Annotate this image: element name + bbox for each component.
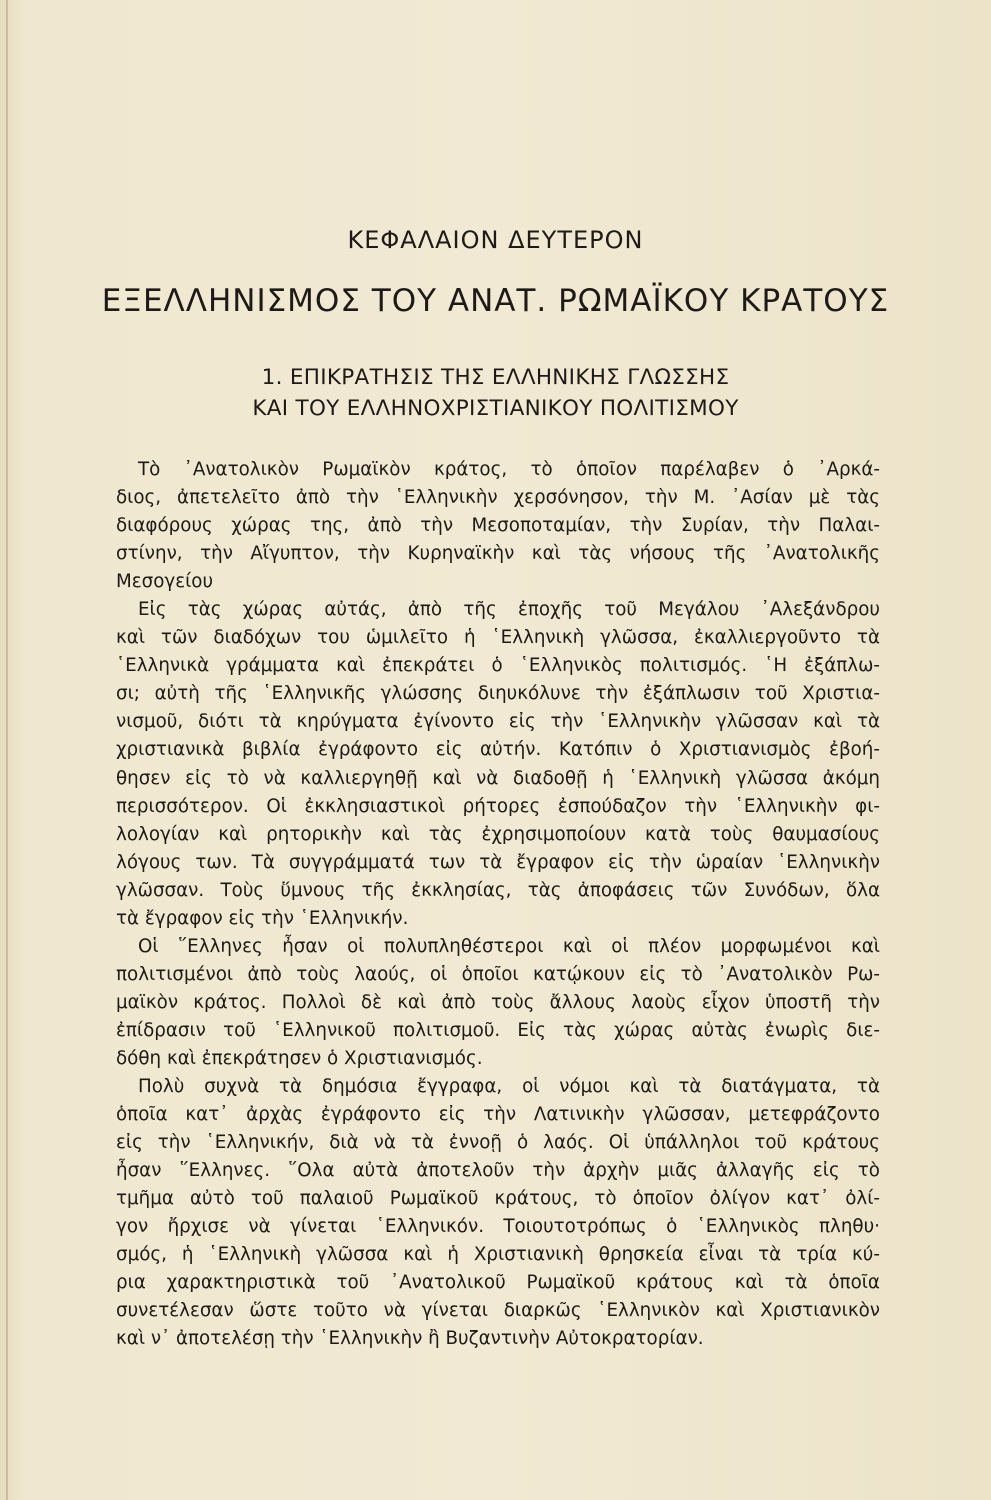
text-line: τὰ ἔγραφον εἰς τὴν ῾Ελληνικήν. — [116, 907, 409, 929]
text-line: περισσότερον. Οἱ ἐκκλησιαστικοὶ ρήτορες ἐσπούδαζον τὴν ῾Ελληνικὴν φι- — [116, 795, 880, 817]
text-line: Οἱ ῞Ελληνες ἦσαν οἱ πολυπληθέστεροι καὶ οἱ πλέον μορφωμένοι καὶ — [138, 935, 880, 957]
text-line: Πολὺ συχνὰ τὰ δημόσια ἔγγραφα, οἱ νόμοι καὶ τὰ διατάγματα, τὰ — [138, 1076, 880, 1098]
section-heading-line: 1. ΕΠΙΚΡΑΤΗΣΙΣ ΤΗΣ ΕΛΛΗΝΙΚΗΣ ΓΛΩΣΣΗΣ — [261, 365, 730, 390]
text-line: γον ἤρχισε νὰ γίνεται ῾Ελληνικόν. Τοιουτοτρόπως ὁ ῾Ελληνικὸς πληθυ· — [116, 1216, 880, 1238]
body-text — [116, 456, 880, 1354]
text-line: σι; αὐτὴ τῆς ῾Ελληνικῆς γλώσσης διηυκόλυνε τὴν ἐξάπλωσιν τοῦ Χριστια- — [116, 683, 880, 705]
section-heading — [0, 362, 991, 424]
text-line: διαφόρους χώρας της, ἀπὸ τὴν Μεσοποταμίαν, τὴν Συρίαν, τὴν Παλαι- — [116, 515, 880, 537]
section-heading-line: ΚΑΙ ΤΟΥ ΕΛΛΗΝΟΧΡΙΣΤΙΑΝΙΚΟΥ ΠΟΛΙΤΙΣΜΟΥ — [252, 396, 739, 421]
text-line: δόθη καὶ ἐπεκράτησεν ὁ Χριστιανισμός. — [116, 1047, 483, 1069]
text-line: ἦσαν ῞Ελληνες. ῞Ολα αὐτὰ ἀποτελοῦν τὴν ἀρχὴν μιᾶς ἀλλαγῆς εἰς τὸ — [116, 1160, 880, 1182]
chapter-title: ΕΞΕΛΛΗΝΙΣΜΟΣ ΤΟΥ ΑΝΑΤ. ΡΩΜΑΪΚΟΥ ΚΡΑΤΟΥΣ — [101, 283, 890, 319]
page-binding-edge — [6, 0, 8, 1500]
text-line: θησεν εἰς τὸ νὰ καλλιεργηθῇ καὶ νὰ διαδοθῇ ἡ ῾Ελληνικὴ γλῶσσα ἀκόμη — [116, 767, 880, 789]
text-line: καὶ τῶν διαδόχων του ὡμιλεῖτο ἡ ῾Ελληνικὴ γλῶσσα, ἐκαλλιεργοῦντο τὰ — [116, 627, 880, 649]
text-line: μαϊκὸν κράτος. Πολλοὶ δὲ καὶ ἀπὸ τοὺς ἄλλους λαοὺς εἶχον ὑποστῆ τὴν — [116, 991, 880, 1013]
text-line: στίνην, τὴν Αἴγυπτον, τὴν Κυρηναϊκὴν καὶ τὰς νήσους τῆς ᾿Ανατολικῆς — [116, 543, 880, 565]
text-line: γλῶσσαν. Τοὺς ὕμνους τῆς ἐκκλησίας, τὰς ἀποφάσεις τῶν Συνόδων, ὅλα — [116, 879, 880, 901]
text-line: καὶ ν᾿ ἀποτελέσῃ τὴν ῾Ελληνικὴν ἢ Βυζαντινὴν Αὐτοκρατορίαν. — [116, 1328, 704, 1350]
text-line: Μεσογείου — [116, 571, 214, 593]
text-line: λόγους των. Τὰ συγγράμματά των τὰ ἔγραφον εἰς τὴν ὡραίαν ῾Ελληνικὴν — [116, 851, 880, 873]
text-line: ρια χαρακτηριστικὰ τοῦ ᾿Ανατολικοῦ Ρωμαϊκοῦ κράτους καὶ τὰ ὁποῖα — [116, 1272, 880, 1294]
text-line: ῾Ελληνικὰ γράμματα καὶ ἐπεκράτει ὁ ῾Ελληνικὸς πολιτισμός. ῾Η ἐξάπλω- — [116, 655, 880, 677]
text-line: διος, ἀπετελεῖτο ἀπὸ τὴν ῾Ελληνικὴν χερσόνησον, τὴν Μ. ᾿Ασίαν μὲ τὰς — [116, 487, 880, 509]
text-line: νισμοῦ, διότι τὰ κηρύγματα ἐγίνοντο εἰς τὴν ῾Ελληνικὴν γλῶσσαν καὶ τὰ — [116, 711, 880, 733]
text-line: συνετέλεσαν ὥστε τοῦτο νὰ γίνεται διαρκῶς ῾Ελληνικὸν καὶ Χριστιανικὸν — [116, 1300, 880, 1322]
text-line: τμῆμα αὐτὸ τοῦ παλαιοῦ Ρωμαϊκοῦ κράτους, τὸ ὁποῖον ὀλίγον κατ᾿ ὀλί- — [116, 1188, 880, 1210]
text-line: Τὸ ᾿Ανατολικὸν Ρωμαϊκὸν κράτος, τὸ ὁποῖον παρέλαβεν ὁ ᾿Αρκά- — [138, 459, 880, 480]
text-line: ἐπίδρασιν τοῦ ῾Ελληνικοῦ πολιτισμοῦ. Εἰς τὰς χώρας αὐτὰς ἐνωρὶς διε- — [116, 1019, 880, 1041]
text-line: ὁποῖα κατ᾿ ἀρχὰς ἐγράφοντο εἰς τὴν Λατινικὴν γλῶσσαν, μετεφράζοντο — [116, 1104, 880, 1126]
text-line: σμός, ἡ ῾Ελληνικὴ γλῶσσα καὶ ἡ Χριστιανικὴ θρησκεία εἶναι τὰ τρία κύ- — [116, 1244, 880, 1266]
chapter-label: ΚΕΦΑΛΑΙΟΝ ΔΕΥΤΕΡΟΝ — [347, 226, 644, 254]
text-line: εἰς τὴν ῾Ελληνικήν, διὰ νὰ τὰ ἐννοῇ ὁ λαός. Οἱ ὑπάλληλοι τοῦ κράτους — [116, 1132, 880, 1154]
text-line: Εἰς τὰς χώρας αὐτάς, ἀπὸ τῆς ἐποχῆς τοῦ Μεγάλου ᾿Αλεξάνδρου — [138, 599, 880, 621]
text-line: χριστιανικὰ βιβλία ἐγράφοντο εἰς αὐτήν. Κατόπιν ὁ Χριστιανισμὸς ἐβοή- — [116, 739, 880, 761]
text-line: λολογίαν καὶ ρητορικὴν καὶ τὰς ἐχρησιμοποίουν κατὰ τοὺς θαυμασίους — [116, 823, 880, 845]
text-line: πολιτισμένοι ἀπὸ τοὺς λαούς, οἱ ὁποῖοι κατῴκουν εἰς τὸ ᾿Ανατολικὸν Ρω- — [116, 963, 880, 985]
